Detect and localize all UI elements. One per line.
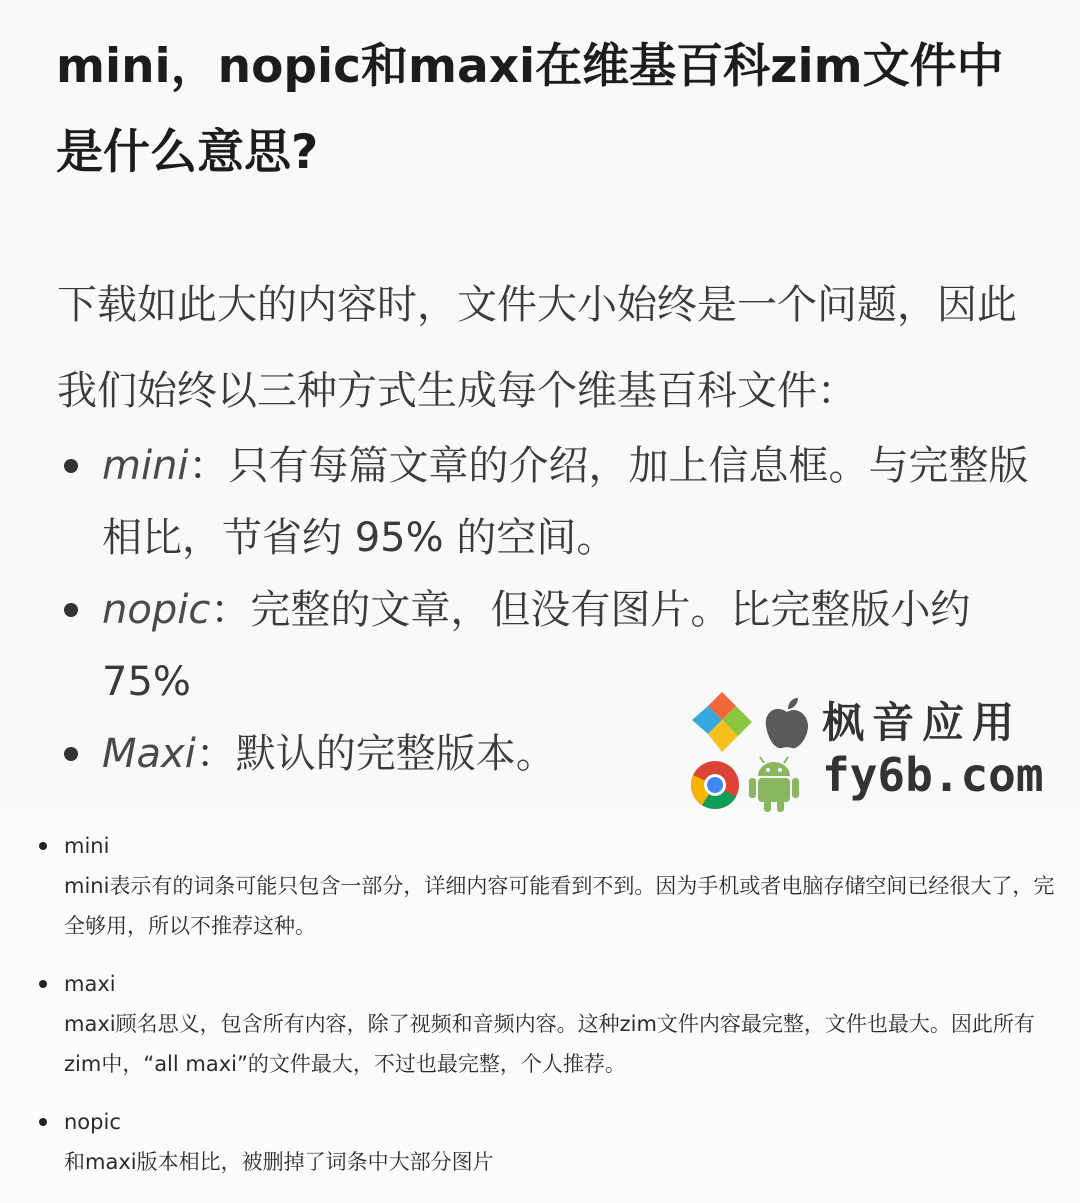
note-term: nopic <box>64 1110 121 1134</box>
note-description: maxi顾名思义，包含所有内容，除了视频和音频内容。这种zim文件内容最完整，文件也最大。因此所有zim中，“all maxi”的文件最大，不过也最完整，个人推荐。 <box>64 1012 1035 1076</box>
version-term: nopic <box>102 587 211 633</box>
watermark-brand-name: 枫音应用 <box>822 698 1023 747</box>
version-description: ：默认的完整版本。 <box>195 731 556 777</box>
bullet-icon <box>64 747 78 761</box>
list-item <box>34 826 1064 946</box>
bullet-icon <box>39 980 47 988</box>
notes-list <box>34 826 1064 1200</box>
bullet-icon <box>39 1118 47 1126</box>
list-item <box>34 964 1064 1084</box>
version-description: ：完整的文章，但没有图片。比完整版小约75% <box>102 587 971 705</box>
apple-icon <box>762 696 812 752</box>
watermark <box>686 686 1056 816</box>
intro-paragraph: 下载如此大的内容时，文件大小始终是一个问题，因此我们始终以三种方式生成每个维基百科文件： <box>57 282 1017 414</box>
note-description: mini表示有的词条可能只包含一部分，详细内容可能看到不到。因为手机或者电脑存储空间已经很大了，完全够用，所以不推荐这种。 <box>64 874 1055 938</box>
bullet-icon <box>64 459 78 473</box>
version-description: ：只有每篇文章的介绍，加上信息框。与完整版相比，节省约 95% 的空间。 <box>102 443 1029 561</box>
note-description: 和maxi版本相比，被删掉了词条中大部分图片 <box>64 1150 494 1174</box>
note-term: maxi <box>64 972 116 996</box>
bullet-icon <box>64 603 78 617</box>
note-term: mini <box>64 834 110 858</box>
version-term: Maxi <box>102 731 196 777</box>
list-item <box>56 430 1046 574</box>
android-icon <box>746 754 802 814</box>
version-term: mini <box>102 443 189 489</box>
watermark-domain: fy6b.com <box>822 748 1044 802</box>
page-title: mini，nopic和maxi在维基百科zim文件中是什么意思? <box>56 39 1004 180</box>
list-item <box>34 1102 1064 1182</box>
windows-icon <box>690 690 754 754</box>
chrome-icon <box>690 760 740 810</box>
bullet-icon <box>39 842 47 850</box>
